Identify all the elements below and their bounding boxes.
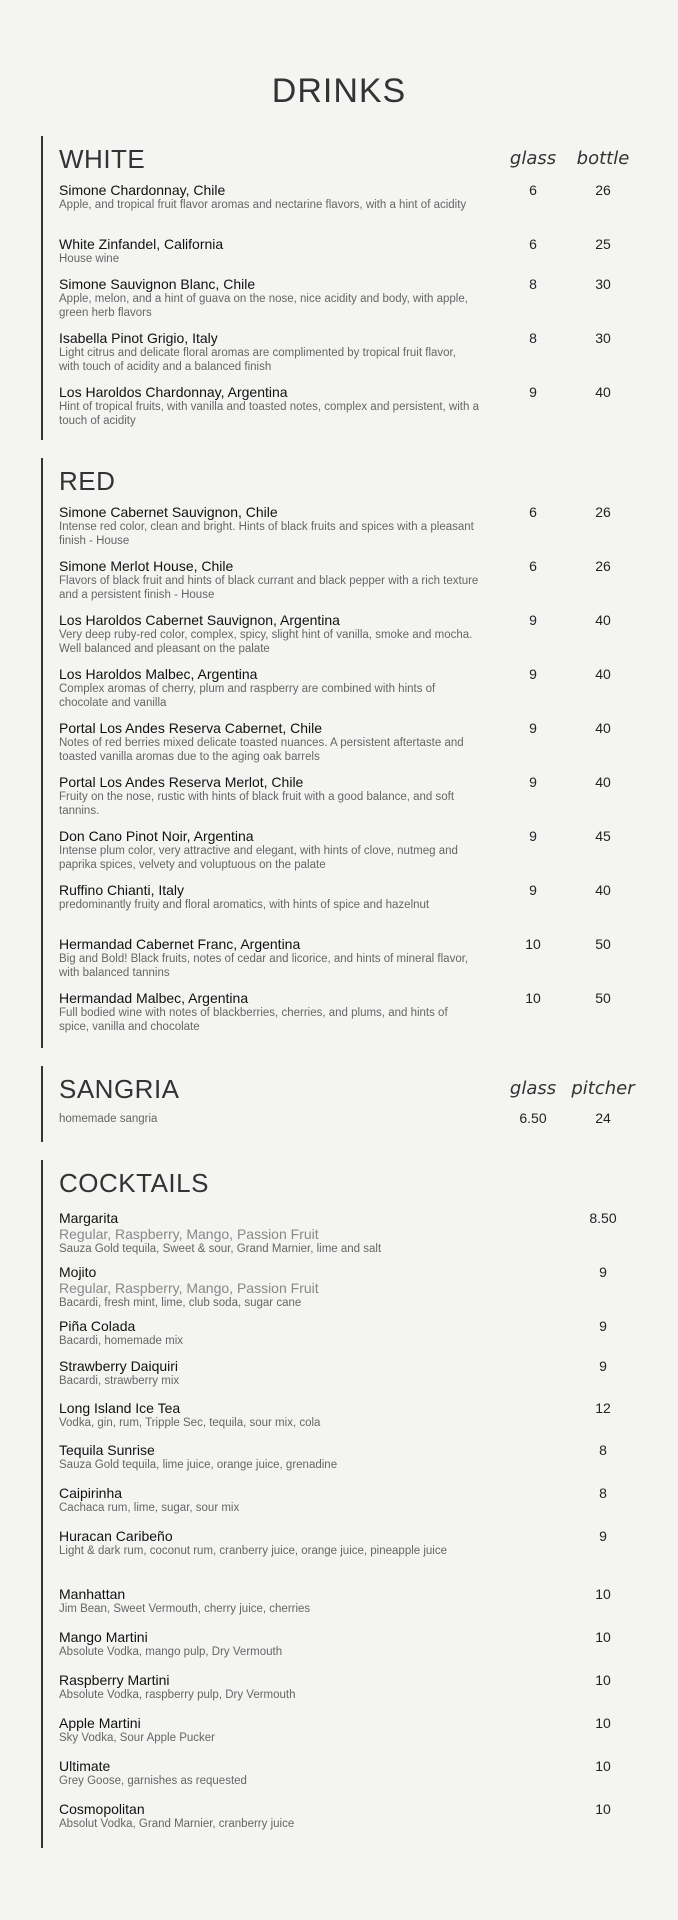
bottle-price: 25 [595,236,611,252]
list-item [59,882,479,912]
list-item [59,1586,479,1616]
item-name: Hermandad Malbec, Argentina [59,990,249,1006]
bottle-price: 30 [595,276,611,292]
item-name: Ultimate [59,1758,111,1774]
item-price: 10 [595,1715,611,1731]
list-item [59,1485,479,1515]
item-price: 10 [595,1758,611,1774]
glass-price: 8 [529,276,537,292]
glass-price: 9 [529,828,537,844]
item-description: Sauza Gold tequila, lime juice, orange juice, grenadine [59,1459,338,1471]
item-description: Hint of tropical fruits, with vanilla and toasted notes, complex and persistent, with a touch of acidity [59,401,479,427]
item-name: Los Haroldos Malbec, Argentina [59,666,258,682]
bottle-price: 40 [595,384,611,400]
item-name: White Zinfandel, California [59,236,224,252]
list-item [59,990,479,1034]
item-description: Sky Vodka, Sour Apple Pucker [59,1732,215,1744]
item-name: Portal Los Andes Reserva Cabernet, Chile [59,720,323,736]
item-price: 10 [595,1672,611,1688]
pitcher-price: 24 [595,1110,611,1126]
item-description: Bacardi, fresh mint, lime, club soda, sugar cane [59,1297,302,1309]
item-name: Los Haroldos Chardonnay, Argentina [59,384,288,400]
item-variants: Regular, Raspberry, Mango, Passion Fruit [59,1226,319,1242]
list-item [59,330,479,374]
item-price: 9 [599,1358,607,1374]
item-description: Jim Bean, Sweet Vermouth, cherry juice, cherries [59,1603,311,1615]
column-header-bottle: bottle [576,148,630,169]
glass-price: 6 [529,558,537,574]
item-name: Portal Los Andes Reserva Merlot, Chile [59,774,304,790]
list-item [59,1442,479,1472]
list-item [59,936,479,980]
item-price: 8.50 [589,1210,617,1226]
section-red [41,458,643,1048]
item-name: Apple Martini [59,1715,141,1731]
item-price: 12 [595,1400,611,1416]
item-name: Caipirinha [59,1485,123,1501]
section-white [41,136,643,440]
list-item [59,384,479,428]
item-name: Isabella Pinot Grigio, Italy [59,330,218,346]
bottle-price: 40 [595,666,611,682]
list-item [59,1264,479,1310]
item-name: Simone Cabernet Sauvignon, Chile [59,504,278,520]
list-item [59,1528,479,1558]
item-description: Apple, and tropical fruit flavor aromas and nectarine flavors, with a hint of acidity [59,199,467,211]
item-name: Ruffino Chianti, Italy [59,882,185,898]
item-price: 10 [595,1586,611,1602]
item-description: Very deep ruby-red color, complex, spicy, slight hint of vanilla, smoke and mocha. Well balanced and pleasant on the palate [59,629,473,655]
glass-price: 6 [529,504,537,520]
list-item [59,182,479,212]
item-description: Big and Bold! Black fruits, notes of cedar and licorice, and hints of mineral flavor, with balanced tannins [59,953,469,979]
item-description: Vodka, gin, rum, Tripple Sec, tequila, sour mix, cola [59,1417,321,1429]
item-name: Simone Merlot House, Chile [59,558,234,574]
item-name: Strawberry Daiquiri [59,1358,179,1374]
item-description: Grey Goose, garnishes as requested [59,1775,247,1787]
item-description: Sauza Gold tequila, Sweet & sour, Grand Marnier, lime and salt [59,1243,382,1255]
item-name: Don Cano Pinot Noir, Argentina [59,828,254,844]
item-name: Margarita [59,1210,119,1226]
list-item [59,1629,479,1659]
item-name: Huracan Caribeño [59,1528,173,1544]
item-name: Manhattan [59,1586,126,1602]
item-description: Light citrus and delicate floral aromas are complimented by tropical fruit flavor, with touch of acidity and a balanced finish [59,347,456,373]
item-price: 10 [595,1801,611,1817]
item-description: Complex aromas of cherry, plum and raspberry are combined with hints of chocolate and vanilla [59,683,436,709]
item-price: 9 [599,1264,607,1280]
bottle-price: 40 [595,774,611,790]
item-description: Cachaca rum, lime, sugar, sour mix [59,1502,240,1514]
item-name: Piña Colada [59,1318,136,1334]
item-name: Mango Martini [59,1629,148,1645]
list-item [59,504,479,548]
section-heading-white: WHITE [59,144,146,174]
glass-price: 6 [529,236,537,252]
item-description: Flavors of black fruit and hints of black currant and black pepper with a rich texture and a persistent finish - House [59,575,479,601]
list-item [59,558,479,602]
item-description: House wine [59,253,120,265]
column-header-pitcher: pitcher [571,1078,635,1099]
glass-price: 9 [529,384,537,400]
item-price: 8 [599,1442,607,1458]
item-description: Fruity on the nose, rustic with hints of black fruit with a good balance, and soft tannins. [59,791,455,817]
item-price: 8 [599,1485,607,1501]
bottle-price: 40 [595,882,611,898]
item-price: 10 [595,1629,611,1645]
section-heading-red: RED [59,466,116,496]
item-name: Hermandad Cabernet Franc, Argentina [59,936,301,952]
glass-price: 10 [525,936,541,952]
item-name: Tequila Sunrise [59,1442,155,1458]
bottle-price: 40 [595,720,611,736]
item-variants: Regular, Raspberry, Mango, Passion Fruit [59,1280,319,1296]
column-header-glass: glass [509,1078,557,1099]
list-item [59,1715,479,1745]
list-item [59,1112,479,1126]
section-heading-sangria: SANGRIA [59,1074,180,1104]
bottle-price: 30 [595,330,611,346]
list-item [59,276,479,320]
list-item [59,1210,479,1256]
bottle-price: 26 [595,558,611,574]
list-item [59,720,479,764]
item-name: Long Island Ice Tea [59,1400,181,1416]
item-description: Intense red color, clean and bright. Hints of black fruits and spices with a pleasant finish - House [59,521,474,547]
item-description: homemade sangria [59,1113,158,1125]
item-description: Absolute Vodka, mango pulp, Dry Vermouth [59,1646,283,1658]
item-description: Apple, melon, and a hint of guava on the nose, nice acidity and body, with apple, green herb flavors [59,293,468,319]
list-item [59,1318,479,1348]
item-name: Simone Sauvignon Blanc, Chile [59,276,256,292]
bottle-price: 40 [595,612,611,628]
item-name: Los Haroldos Cabernet Sauvignon, Argentina [59,612,340,628]
list-item [59,1358,479,1388]
glass-price: 9 [529,882,537,898]
item-price: 9 [599,1318,607,1334]
item-description: Light & dark rum, coconut rum, cranberry juice, orange juice, pineapple juice [59,1545,448,1557]
item-description: Intense plum color, very attractive and elegant, with hints of clove, nutmeg and paprika spices, velvety and voluptuous on the palate [59,845,458,871]
section-sangria [41,1066,643,1142]
item-description: Absolut Vodka, Grand Marnier, cranberry juice [59,1818,295,1830]
item-description: Bacardi, strawberry mix [59,1375,180,1387]
bottle-price: 45 [595,828,611,844]
item-description: Absolute Vodka, raspberry pulp, Dry Vermouth [59,1689,296,1701]
item-name: Raspberry Martini [59,1672,170,1688]
item-name: Cosmopolitan [59,1801,145,1817]
list-item [59,1758,479,1788]
glass-price: 8 [529,330,537,346]
glass-price: 9 [529,720,537,736]
glass-price: 10 [525,990,541,1006]
list-item [59,666,479,710]
column-header-glass: glass [509,148,557,169]
bottle-price: 26 [595,182,611,198]
item-description: Full bodied wine with notes of blackberries, cherries, and plums, and hints of spice, vanilla and chocolate [59,1007,448,1033]
glass-price: 6.50 [519,1110,547,1126]
glass-price: 9 [529,612,537,628]
item-name: Simone Chardonnay, Chile [59,182,226,198]
list-item [59,1672,479,1702]
glass-price: 9 [529,774,537,790]
bottle-price: 50 [595,990,611,1006]
item-description: predominantly fruity and floral aromatics, with hints of spice and hazelnut [59,899,430,911]
glass-price: 6 [529,182,537,198]
item-price: 9 [599,1528,607,1544]
item-description: Bacardi, homemade mix [59,1335,183,1347]
glass-price: 9 [529,666,537,682]
item-name: Mojito [59,1264,97,1280]
section-cocktails [41,1160,643,1848]
list-item [59,612,479,656]
item-description: Notes of red berries mixed delicate toasted nuances. A persistent aftertaste and toasted vanilla aromas due to the aging oak barrels [59,737,464,763]
bottle-price: 26 [595,504,611,520]
list-item [59,236,479,266]
bottle-price: 50 [595,936,611,952]
list-item [59,828,479,872]
page-title: DRINKS [271,72,407,110]
list-item [59,774,479,818]
list-item [59,1400,479,1430]
section-heading-cocktails: COCKTAILS [59,1168,209,1198]
list-item [59,1801,479,1831]
